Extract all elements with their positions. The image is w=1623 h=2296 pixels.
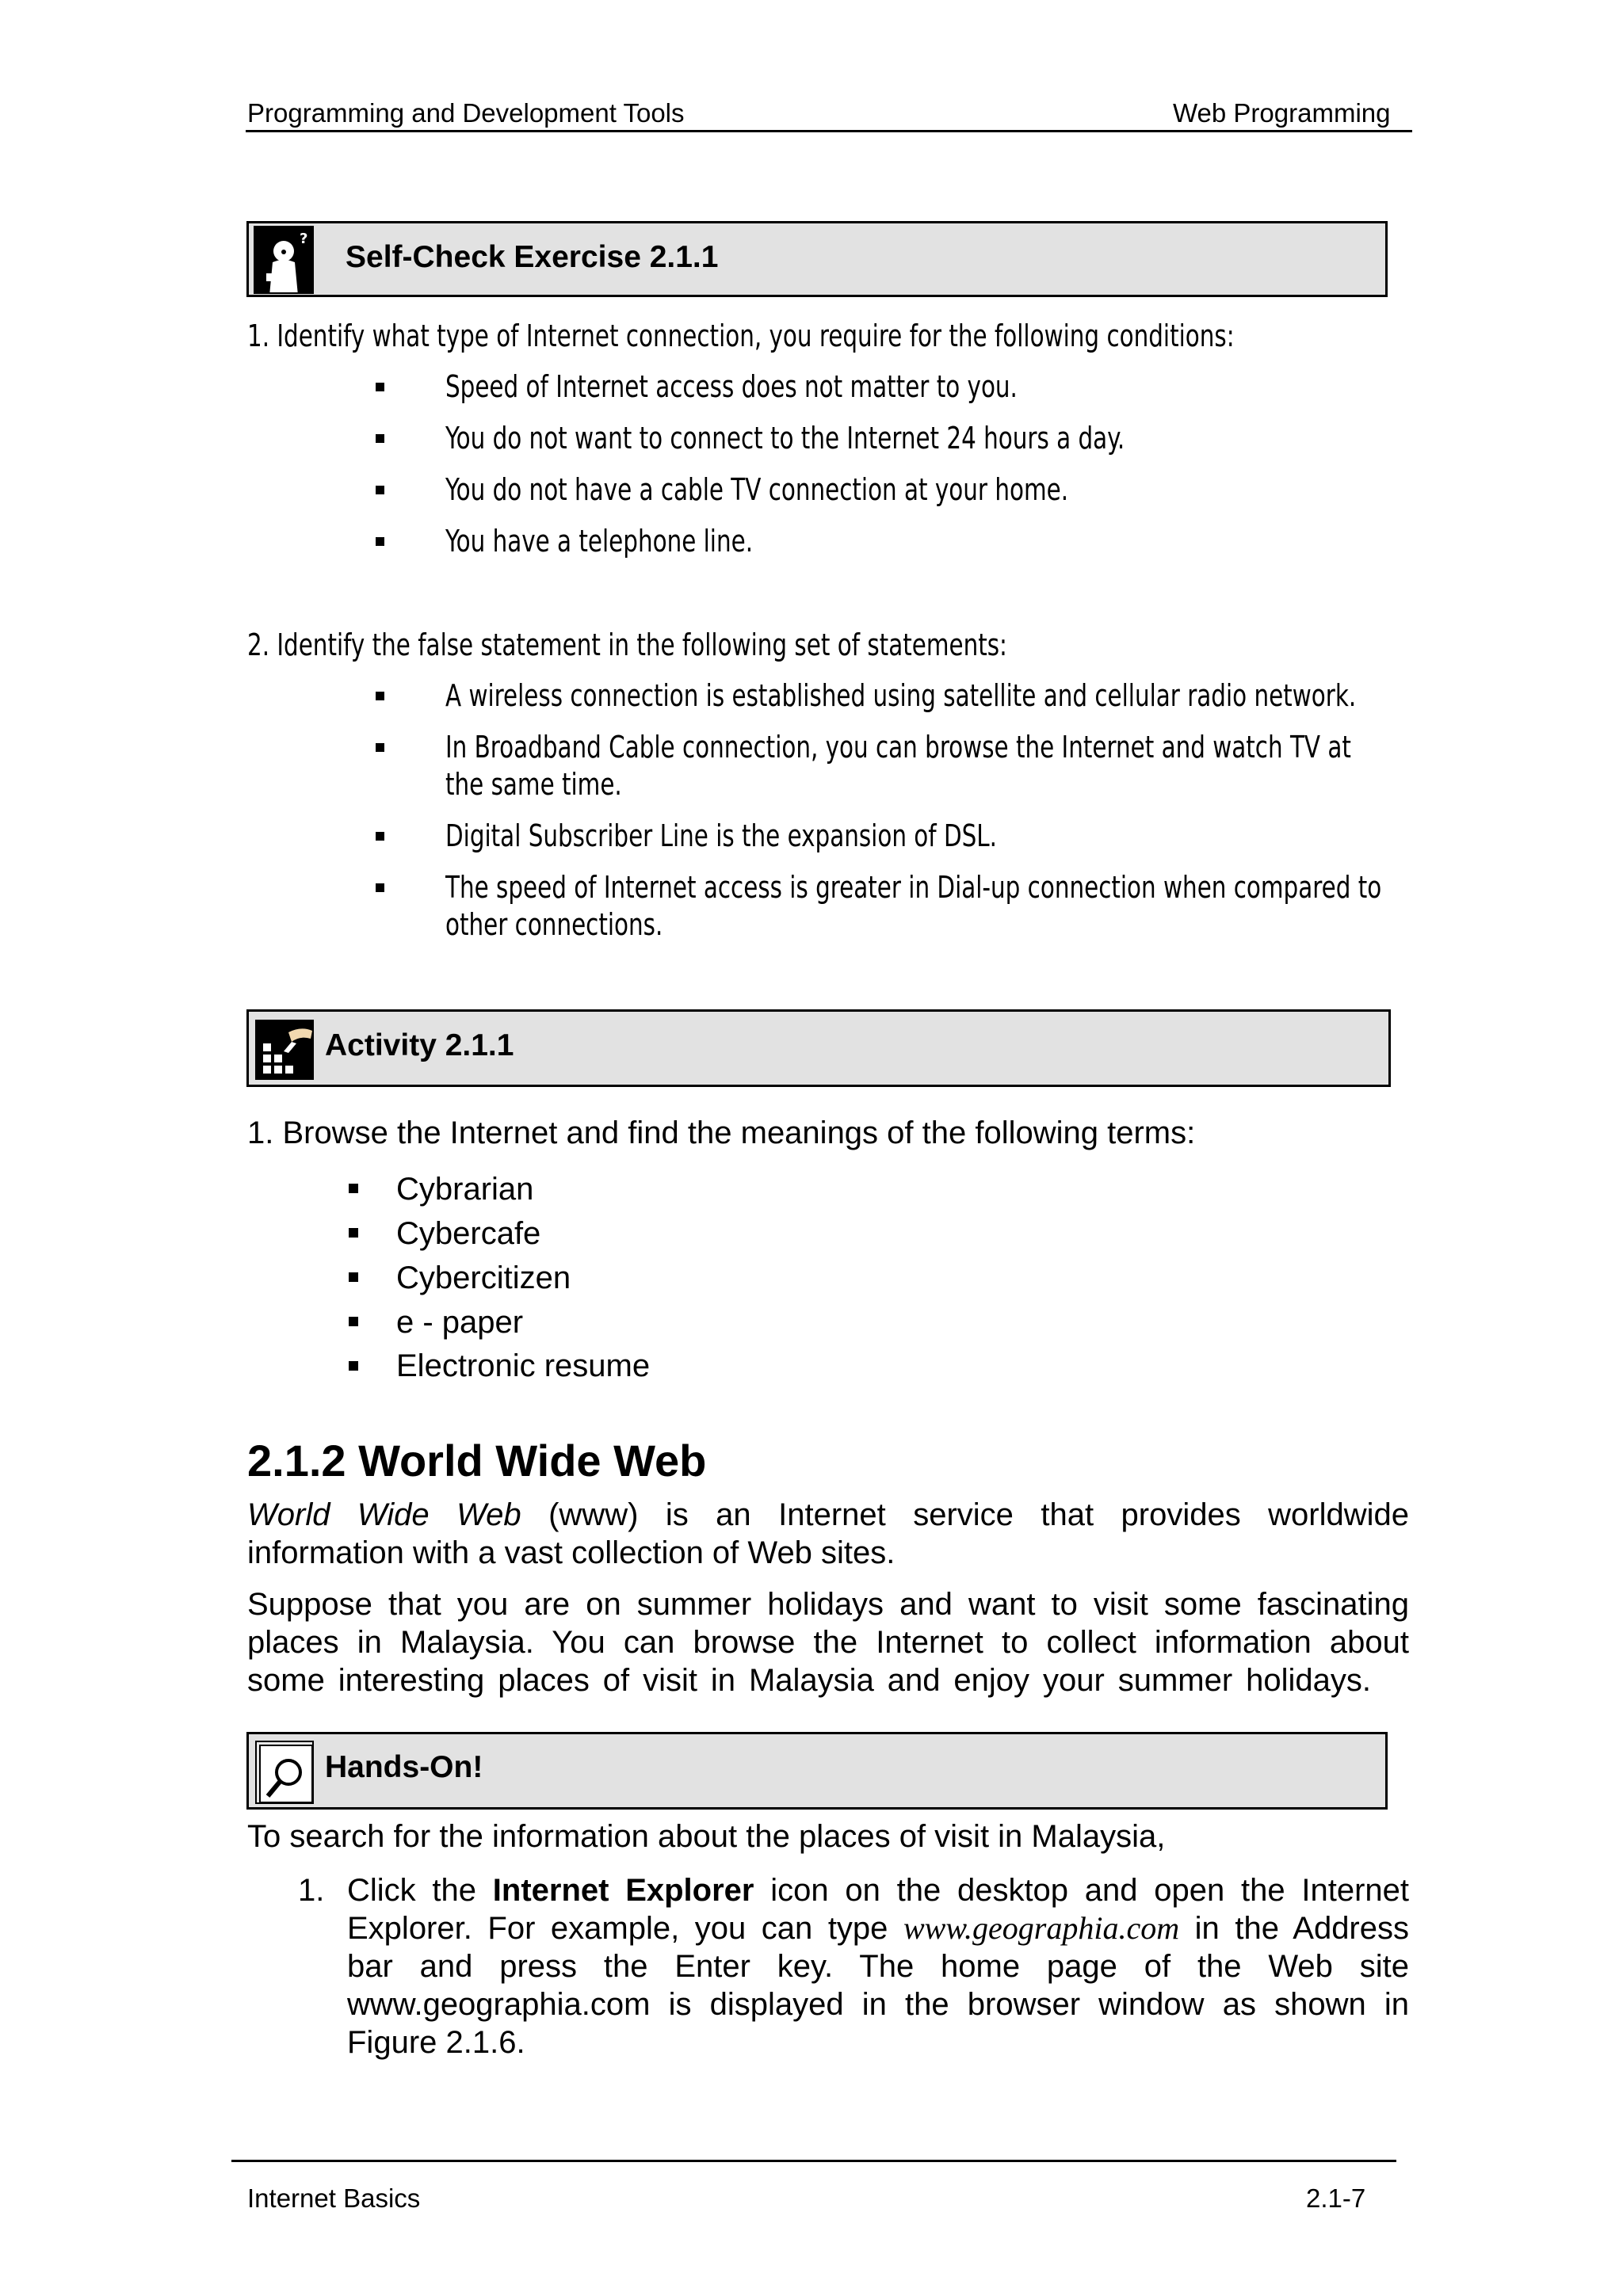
activity-icon	[255, 1020, 314, 1080]
url-example: www.geographia.com	[903, 1910, 1180, 1946]
hands-on-box	[246, 1732, 1388, 1810]
bullet-mark	[349, 1228, 358, 1238]
activity-term: Electronic resume	[396, 1348, 651, 1383]
activity-title: Activity 2.1.1	[325, 1028, 514, 1062]
bullet-mark	[349, 1361, 358, 1371]
bullet-mark	[376, 692, 384, 700]
svg-text:?: ?	[300, 231, 308, 247]
www-paragraph-2-line-1: Suppose that you are on summer holidays and want to visit some fascinating	[247, 1587, 1409, 1622]
magnifier-icon	[255, 1741, 314, 1804]
question-1: 1. Identify what type of Internet connection, you require for the following conditions:	[247, 318, 1235, 353]
www-paragraph-1-line-2: information with a vast collection of Web sites.	[247, 1535, 896, 1570]
bullet-mark	[376, 832, 384, 841]
bullet-mark	[376, 537, 384, 546]
self-check-title: Self-Check Exercise 2.1.1	[346, 240, 719, 274]
section-heading: 2.1.2 World Wide Web	[247, 1436, 707, 1486]
activity-term: e - paper	[396, 1305, 524, 1340]
header-right: Web Programming	[1173, 98, 1391, 128]
header-left: Programming and Development Tools	[247, 98, 685, 128]
q2-bullet-continuation: the same time.	[445, 767, 622, 802]
q1-bullet: Speed of Internet access does not matter to you.	[445, 369, 1018, 404]
www-paragraph-1-line-1: World Wide Web (www) is an Internet service that provides worldwide	[247, 1497, 1409, 1532]
self-check-box	[246, 221, 1388, 297]
q2-bullet-continuation: other connections.	[445, 907, 663, 942]
bullet-mark	[376, 486, 384, 494]
bullet-mark	[349, 1184, 358, 1193]
bullet-mark	[349, 1272, 358, 1282]
bullet-mark	[376, 743, 384, 752]
bullet-mark	[376, 883, 384, 892]
q2-bullet: In Broadband Cable connection, you can browse the Internet and watch TV at	[445, 730, 1351, 765]
q2-bullet: Digital Subscriber Line is the expansion of DSL.	[445, 818, 997, 853]
q1-bullet: You do not want to connect to the Internet 24 hours a day.	[445, 421, 1125, 456]
activity-term: Cybercitizen	[396, 1261, 571, 1295]
step-line-2: Explorer. For example, you can type www.geographia.com in the Address	[347, 1910, 1409, 1946]
step-number: 1.	[298, 1873, 325, 1908]
q2-bullet: The speed of Internet access is greater in Dial-up connection when compared to	[445, 870, 1382, 905]
step-line-5: Figure 2.1.6.	[347, 2025, 525, 2060]
header-rule	[246, 130, 1412, 132]
step-line-4: www.geographia.com is displayed in the browser window as shown in	[347, 1987, 1409, 2022]
step-line-3: bar and press the Enter key. The home page of the Web site	[347, 1949, 1409, 1984]
activity-term: Cybrarian	[396, 1172, 534, 1207]
activity-term: Cybercafe	[396, 1216, 541, 1251]
q1-bullet: You have a telephone line.	[445, 524, 754, 559]
bullet-mark	[376, 434, 384, 443]
footer-rule	[231, 2160, 1396, 2162]
q1-bullet: You do not have a cable TV connection at your home.	[445, 472, 1069, 507]
step-line-1: Click the Internet Explorer icon on the desktop and open the Internet	[347, 1873, 1410, 1908]
www-term: World Wide Web	[247, 1497, 521, 1532]
www-paragraph-2-line-2: places in Malaysia. You can browse the Internet to collect information about	[247, 1625, 1409, 1660]
footer-left: Internet Basics	[247, 2183, 421, 2213]
internet-explorer-term: Internet Explorer	[492, 1873, 754, 1908]
footer-page-number: 2.1-7	[1306, 2183, 1366, 2213]
www-paragraph-2-line-3: some interesting places of visit in Malaysia and enjoy your summer holidays.	[247, 1663, 1371, 1698]
question-2: 2. Identify the false statement in the following set of statements:	[247, 627, 1007, 662]
q2-bullet: A wireless connection is established using satellite and cellular radio network.	[445, 678, 1357, 713]
activity-intro: 1. Browse the Internet and find the meanings of the following terms:	[247, 1116, 1196, 1150]
bullet-mark	[349, 1317, 358, 1326]
thinking-person-icon	[254, 226, 314, 294]
activity-box	[246, 1009, 1391, 1087]
hands-on-title: Hands-On!	[325, 1750, 483, 1784]
bullet-mark	[376, 383, 384, 391]
hands-on-intro: To search for the information about the places of visit in Malaysia,	[247, 1819, 1166, 1854]
